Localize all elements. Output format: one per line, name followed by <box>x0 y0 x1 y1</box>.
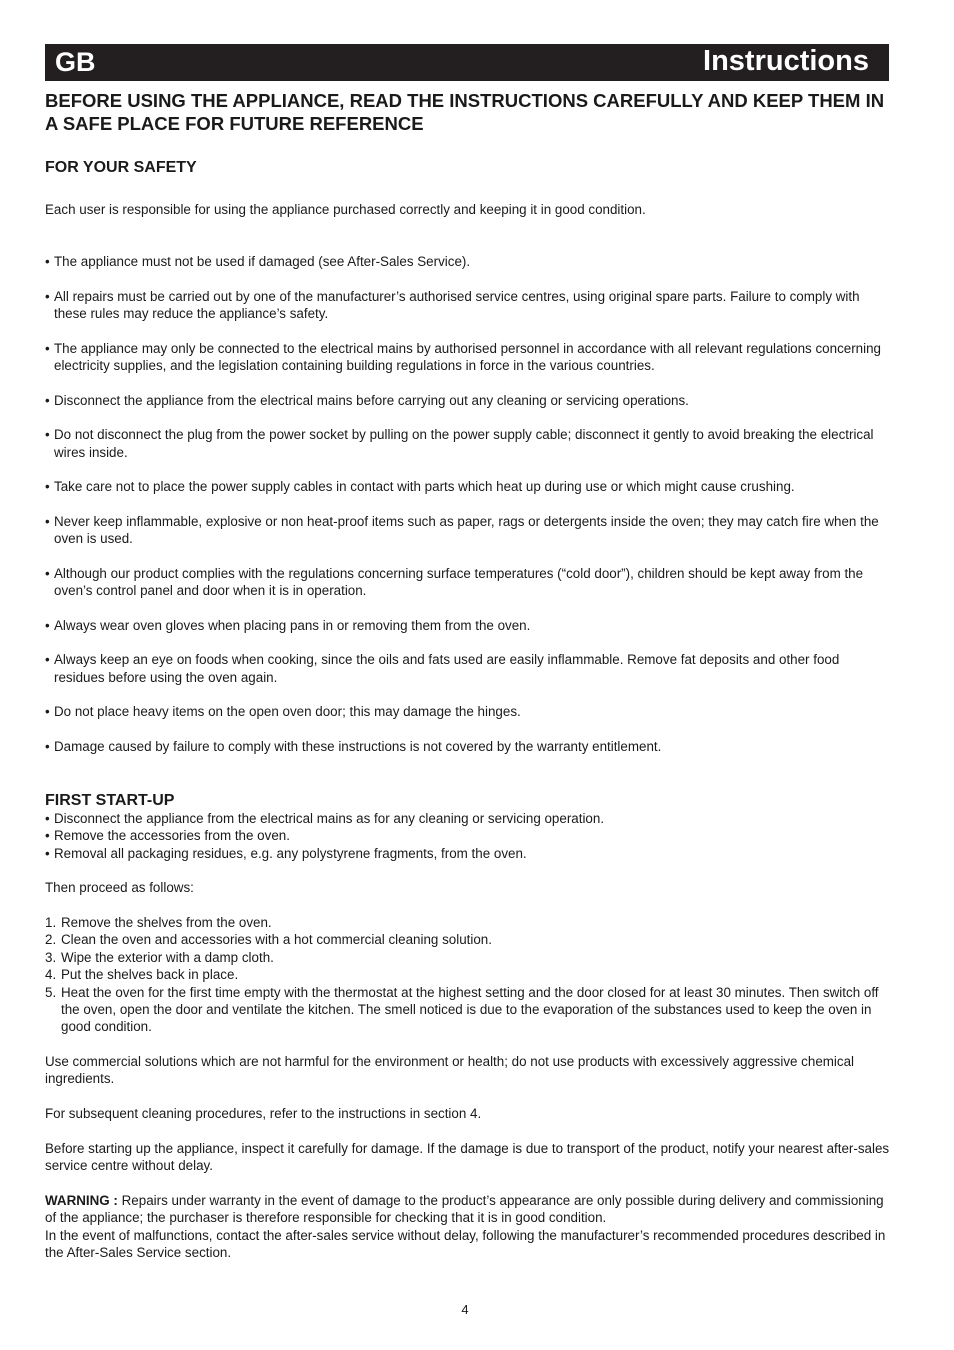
safety-list <box>45 253 890 773</box>
list-item <box>45 426 890 461</box>
warning-text: Repairs under warranty in the event of damage to the product’s appearance are only possible during delivery and commissioning of the appliance; the purchaser is therefore responsible for checking that it is in good condition. <box>45 1193 884 1226</box>
malfunction-text: In the event of malfunctions, contact the after-sales service without delay, following the manufacturer’s recommended procedures described in the After-Sales Service section. <box>45 1227 886 1261</box>
step-item <box>45 931 890 948</box>
list-item <box>45 513 890 548</box>
list-item-text: Always wear oven gloves when placing pans in or removing them from the oven. <box>54 617 531 633</box>
bullet-mark: • <box>45 288 50 304</box>
step-item <box>45 914 890 931</box>
step-number: 1. <box>45 915 57 930</box>
list-item-text: Never keep inflammable, explosive or non heat-proof items such as paper, rags or detergents inside the oven; they may catch fire when the oven is used. <box>54 513 879 547</box>
solutions-text: Use commercial solutions which are not harmful for the environment or health; do not use products with excessively aggressive chemical ingredients. <box>45 1054 855 1087</box>
bullet-mark: • <box>45 704 50 720</box>
bullet-mark: • <box>45 565 50 581</box>
bullet-mark: • <box>45 392 50 408</box>
bullet-mark: • <box>45 738 50 754</box>
list-item-text: Remove the accessories from the oven. <box>54 828 290 844</box>
step-text: Wipe the exterior with a damp cloth. <box>61 949 274 965</box>
list-item-text: All repairs must be carried out by one of the manufacturer’s authorised service centres, using original spare parts. Failure to comply with these rules may reduce the appliance’s safety. <box>54 288 860 321</box>
list-item <box>45 845 890 862</box>
list-item-text: Do not disconnect the plug from the power socket by pulling on the power supply cable; disconnect it gently to avoid breaking the electrical wires inside. <box>54 427 874 460</box>
list-item <box>45 810 890 827</box>
list-item-text: Although our product complies with the regulations concerning surface temperatures (“cold door”), children should be kept away from the oven’s control panel and door when it is in operation. <box>54 565 864 599</box>
list-item-text: Do not place heavy items on the open oven door; this may damage the hinges. <box>54 704 521 720</box>
bullet-mark: • <box>45 340 50 356</box>
warning-label: WARNING : <box>45 1193 118 1208</box>
step-text: Heat the oven for the first time empty with the thermostat at the highest setting and the door closed for at least 30 minutes. Then switch off the oven, open the door and ventilate the kitchen. The smell noticed is due to the evaporation of the substances used to keep the oven in good condition. <box>61 984 879 1035</box>
step-number: 3. <box>45 949 57 965</box>
step-number: 2. <box>45 932 57 948</box>
list-item <box>45 340 890 375</box>
bullet-mark: • <box>45 617 50 633</box>
list-item-text: Disconnect the appliance from the electrical mains before carrying out any cleaning or servicing operations. <box>54 392 689 408</box>
bullet-mark: • <box>45 254 50 269</box>
subsequent-text: For subsequent cleaning procedures, refer to the instructions in section 4. <box>45 1106 482 1121</box>
list-item <box>45 392 890 409</box>
bullet-mark: • <box>45 513 50 529</box>
list-item <box>45 565 890 600</box>
bullet-mark: • <box>45 811 50 826</box>
main-heading: BEFORE USING THE APPLIANCE, READ THE INSTRUCTIONS CAREFULLY AND KEEP THEM IN A SAFE PLACE FOR FUTURE REFERENCE <box>45 90 885 134</box>
inspect-text: Before starting up the appliance, inspect it carefully for damage. If the damage is due to transport of the product, notify your nearest after-sales service centre without delay. <box>45 1141 890 1174</box>
list-item <box>45 703 890 720</box>
bullet-mark: • <box>45 828 50 844</box>
step-text: Put the shelves back in place. <box>61 967 239 983</box>
bullet-mark: • <box>45 652 50 668</box>
list-item <box>45 651 890 686</box>
safety-heading: FOR YOUR SAFETY <box>45 159 197 176</box>
list-item-text: Disconnect the appliance from the electrical mains as for any cleaning or servicing operation. <box>54 811 605 826</box>
list-item <box>45 288 890 323</box>
bullet-mark: • <box>45 427 50 443</box>
step-text: Remove the shelves from the oven. <box>61 915 272 930</box>
proceed-text: Then proceed as follows: <box>45 880 194 895</box>
first-startup-heading: FIRST START-UP <box>45 792 175 809</box>
step-item <box>45 949 890 966</box>
list-item-text: The appliance may only be connected to the electrical mains by authorised personnel in accordance with all relevant regulations concerning electricity supplies, and the legislation containing building regulations in force in the various countries. <box>54 340 881 373</box>
list-item <box>45 827 890 844</box>
list-item-text: Damage caused by failure to comply with these instructions is not covered by the warranty entitlement. <box>54 738 662 754</box>
language-code: GB <box>55 47 96 77</box>
warning-paragraph <box>45 1192 890 1262</box>
step-number: 5. <box>45 984 57 1000</box>
startup-bullet-list <box>45 810 890 862</box>
list-item-text: Take care not to place the power supply cables in contact with parts which heat up during use or which might cause crushing. <box>54 479 795 495</box>
list-item-text: Removal all packaging residues, e.g. any polystyrene fragments, from the oven. <box>54 845 527 861</box>
list-item-text: The appliance must not be used if damaged (see After-Sales Service). <box>54 254 471 269</box>
list-item-text: Always keep an eye on foods when cooking, since the oils and fats used are easily inflammable. Remove fat deposits and other food residues before using the oven again. <box>54 652 840 685</box>
step-text: Clean the oven and accessories with a hot commercial cleaning solution. <box>61 932 492 948</box>
startup-steps-list <box>45 914 890 1036</box>
step-item <box>45 984 890 1036</box>
list-item <box>45 478 890 495</box>
step-item <box>45 966 890 983</box>
safety-intro: Each user is responsible for using the appliance purchased correctly and keeping it in good condition. <box>45 202 646 217</box>
list-item <box>45 253 890 270</box>
list-item <box>45 738 890 755</box>
step-number: 4. <box>45 967 57 983</box>
page-title: Instructions <box>703 45 869 77</box>
list-item <box>45 617 890 634</box>
page-number: 4 <box>461 1302 469 1317</box>
header-bar <box>45 44 889 81</box>
bullet-mark: • <box>45 479 50 495</box>
bullet-mark: • <box>45 845 50 861</box>
